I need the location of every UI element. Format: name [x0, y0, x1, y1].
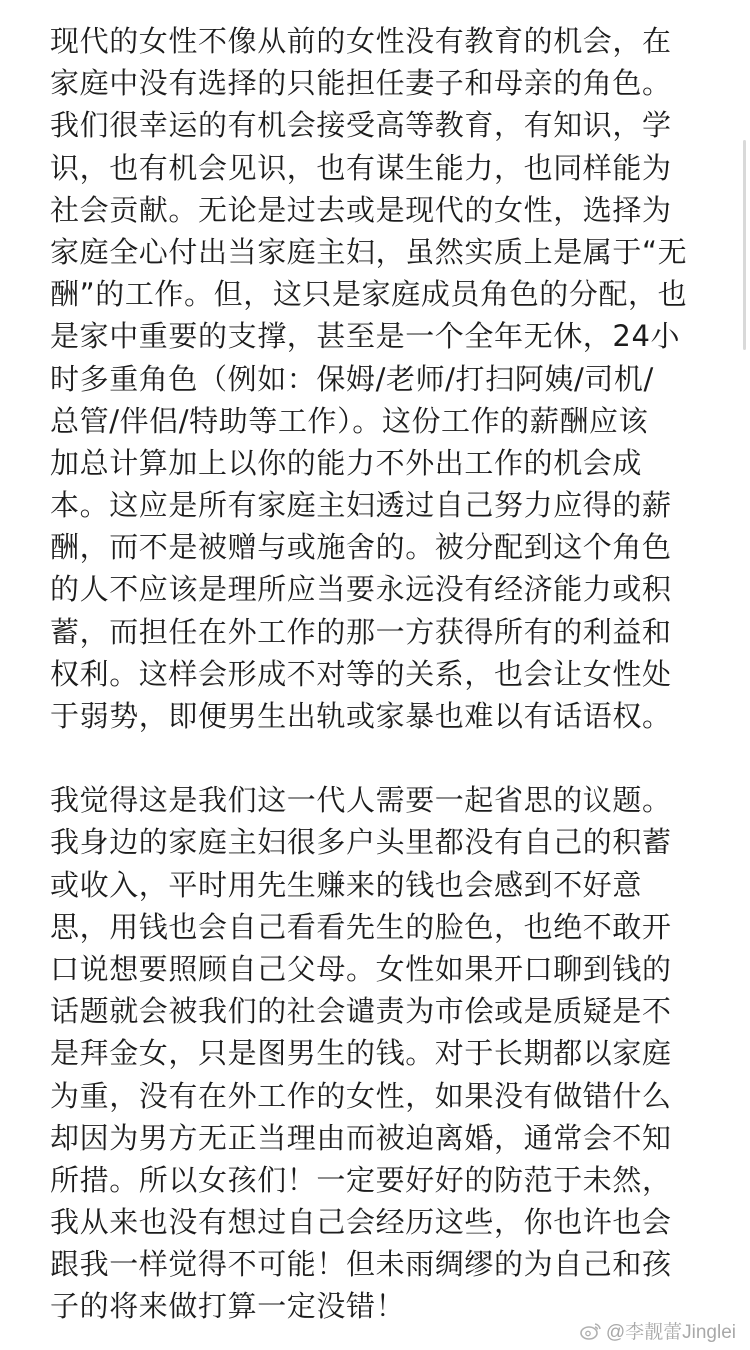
paragraph-1: [50, 20, 730, 737]
text-line: 是家中重要的支撑，甚至是一个全年无休，24小: [50, 319, 681, 354]
text-line: 我觉得这是我们这一代人需要一起省思的议题。: [50, 783, 672, 818]
paragraph-gap: [50, 737, 730, 779]
text-line: 跟我一样觉得不可能！但未雨绸缪的为自己和孩: [50, 1247, 672, 1282]
weibo-watermark: [580, 1317, 736, 1344]
paragraph-2: [50, 779, 730, 1327]
text-line: 时多重角色（例如：保姆/老师/打扫阿姨/司机/: [50, 361, 654, 396]
text-line: 本。这应是所有家庭主妇透过自己努力应得的薪: [50, 488, 672, 523]
text-line: 的人不应该是理所应当要永远没有经济能力或积: [50, 572, 672, 607]
text-line: 总管/伴侣/特助等工作）。这份工作的薪酬应该: [50, 403, 649, 438]
text-line: 我们很幸运的有机会接受高等教育，有知识，学: [50, 108, 672, 143]
text-line: 或收入，平时用先生赚来的钱也会感到不好意: [50, 867, 643, 902]
scrollbar[interactable]: [743, 140, 746, 350]
text-line: 我从来也没有想过自己会经历这些，你也许也会: [50, 1205, 672, 1240]
text-line: 口说想要照顾自己父母。女性如果开口聊到钱的: [50, 951, 672, 986]
text-line: 话题就会被我们的社会谴责为市侩或是质疑是不: [50, 994, 672, 1029]
text-line: 于弱势，即便男生出轨或家暴也难以有话语权。: [50, 699, 672, 733]
text-line: 为重，没有在外工作的女性，如果没有做错什么: [50, 1078, 672, 1113]
text-line: 社会贡献。无论是过去或是现代的女性，选择为: [50, 192, 672, 227]
post-body: [50, 20, 730, 1328]
text-line: 酬，而不是被赠与或施舍的。被分配到这个角色: [50, 530, 672, 565]
text-line: 思，用钱也会自己看看先生的脸色，也绝不敢开: [50, 909, 672, 944]
text-line: 权利。这样会形成不对等的关系，也会让女性处: [50, 656, 672, 691]
text-line: 却因为男方无正当理由而被迫离婚，通常会不知: [50, 1120, 672, 1155]
text-line: 所措。所以女孩们！一定要好好的防范于未然，: [50, 1162, 672, 1197]
text-line: 现代的女性不像从前的女性没有教育的机会，在: [50, 24, 672, 58]
watermark-text: @李靓蕾Jinglei: [605, 1322, 736, 1343]
text-line: 加总计算加上以你的能力不外出工作的机会成: [50, 445, 643, 480]
text-line: 子的将来做打算一定没错！: [50, 1289, 406, 1324]
weibo-icon: [580, 1321, 602, 1341]
text-line: 家庭中没有选择的只能担任妻子和母亲的角色。: [50, 66, 672, 101]
text-line: 蓄，而担任在外工作的那一方获得所有的利益和: [50, 614, 672, 649]
text-line: 识，也有机会见识，也有谋生能力，也同样能为: [50, 150, 672, 185]
text-line: 是拜金女，只是图男生的钱。对于长期都以家庭: [50, 1036, 672, 1071]
text-line: 家庭全心付出当家庭主妇，虽然实质上是属于“无: [50, 234, 688, 269]
text-line: 我身边的家庭主妇很多户头里都没有自己的积蓄: [50, 825, 672, 860]
text-line: 酬”的工作。但，这只是家庭成员角色的分配，也: [50, 277, 688, 312]
